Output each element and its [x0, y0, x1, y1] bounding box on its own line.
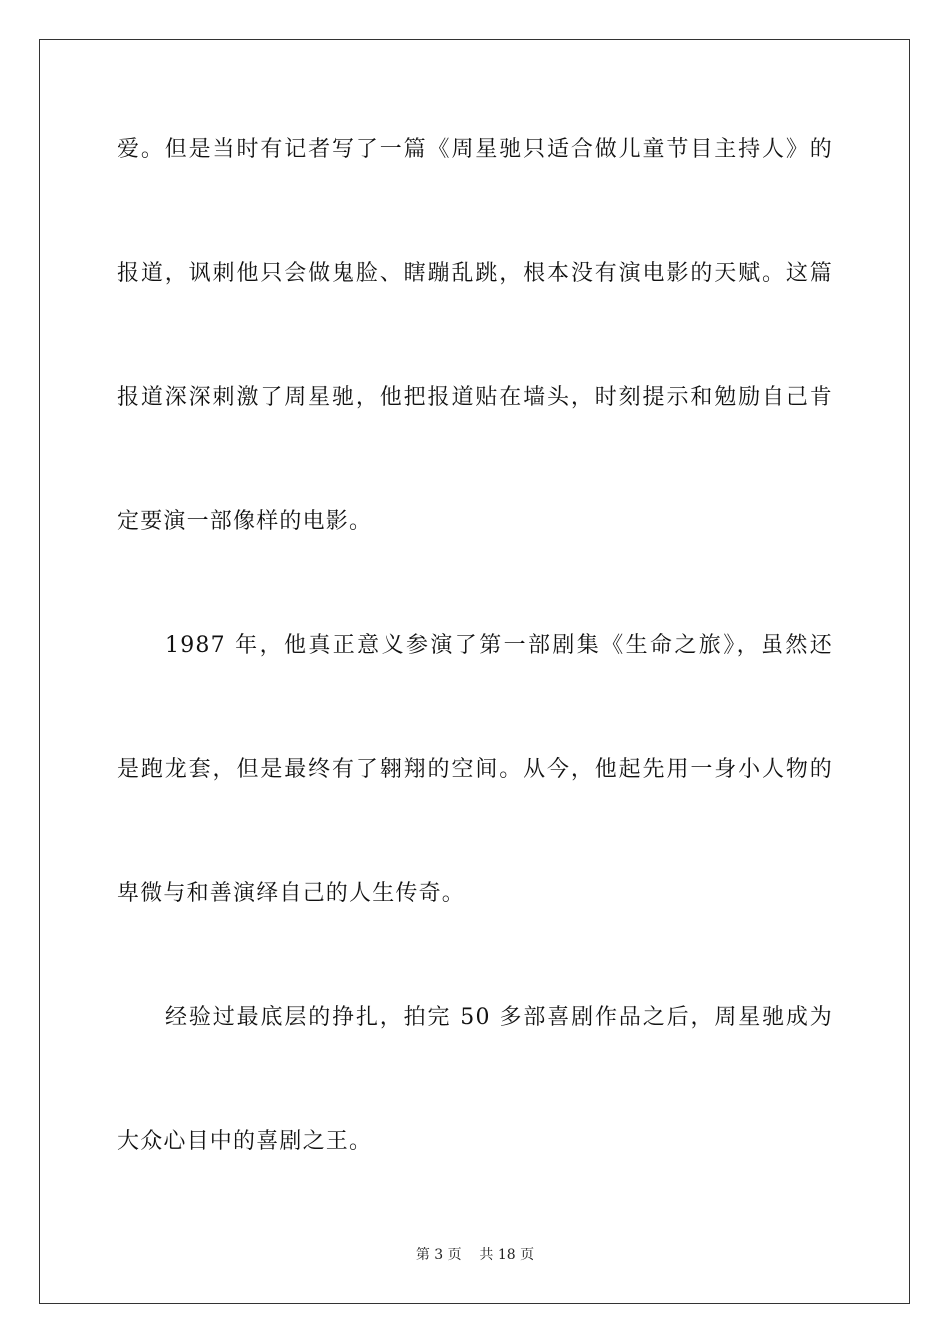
paragraph-line: 定要演一部像样的电影。	[117, 509, 373, 534]
paragraph-line: 卑微与和善演绎自己的人生传奇。	[117, 881, 466, 906]
page-number-footer: 第 3 页 共 18 页	[415, 1247, 535, 1263]
paragraph-line: 经验过最底层的挣扎，拍完 50 多部喜剧作品之后，周星驰成为	[165, 1005, 833, 1030]
paragraph-line: 是跑龙套，但是最终有了翱翔的空间。从今，他起先用一身小人物的	[117, 757, 833, 782]
paragraph-line: 大众心目中的喜剧之王。	[117, 1129, 373, 1154]
paragraph-line: 1987 年，他真正意义参演了第一部剧集《生命之旅》，虽然还	[165, 633, 833, 658]
page-border	[39, 39, 910, 1304]
paragraph-line: 爱。但是当时有记者写了一篇《周星驰只适合做儿童节目主持人》的	[117, 137, 833, 162]
paragraph-line: 报道，讽刺他只会做鬼脸、瞎蹦乱跳，根本没有演电影的天赋。这篇	[117, 261, 833, 286]
paragraph-line: 报道深深刺激了周星驰，他把报道贴在墙头，时刻提示和勉励自己肯	[117, 385, 833, 410]
